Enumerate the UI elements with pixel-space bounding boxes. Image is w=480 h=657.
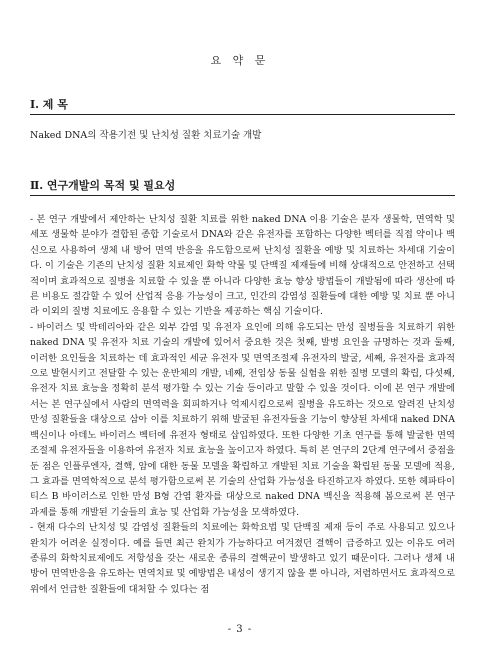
paragraph: - 바이러스 및 박테리아와 같은 외부 감염 및 유전자 요인에 의해 유도되는 만성 질병들을 치료하기 위한 naked DNA 및 유전자 치료 기술의 개발에 있어서 중요한 것은 첫째, 발병 요인을 규명하는 것과 둘째, 이러한 요인들을 치료하는 데 효과적인 세균 유전자 및 면역조절제 유전자의 발굴, 세째, 유전자를 효과적으로 발현시키고 전달할 수 있는 운반체의 개발, 네째, 전임상 동물 실험을 위한 질병 모델의 확립, 다섯째, 유전자 치료 효능을 정확히 분석 평가할 수 있는 기술 등이라고 말할 수 있을 것이다. 이에 본 연구 개발에서는 본 연구실에서 사람의 면역력을 회피하거나 억제시킴으로써 질병을 유도하는 것으로 알려진 난치성 만성 질환들을 대상으로 삼아 이를 치료하기 위해 발굴된 유전자들을 기능이 향상된 차세대 naked DNA 백신이나 아데노 바이러스 벡터에 유전자 형태로 삽입하였다. 또한 다양한 기초 연구를 통해 발굴한 면역 조절제 유전자들을 이용하여 유전자 치료 효능을 높이고자 하였다. 특히 본 연구의 2단계 연구에서 중점을 둔 점은 인플루엔자, 결핵, 암에 대한 동물 모델을 확립하고 개발된 치료 기술을 확립된 동물 모델에 적용, 그 효과를 면역학적으로 분석 평가함으로써 본 기술의 산업화 가능성을 타진하고자 하였다. 또한 헤파타이티스 B 바이러스로 인한 만성 B형 간염 환자를 대상으로 naked DNA 백신을 적용해 봄으로써 본 연구 과제를 통해 개발된 기술들의 효능 및 산업화 가능성을 모색하였다.: [30, 321, 455, 518]
paragraph: - 현재 다수의 난치성 및 감염성 질환들의 치료에는 화학요법 및 단백질 제재 등이 주로 사용되고 있으나 완치가 어려운 실정이다. 예를 들면 최근 완치가 가능하다고 여겨졌던 결핵이 급증하고 있는 이유도 여러 종류의 화학치료제에도 저항성을 갖는 새로운 종류의 결핵균이 발생하고 있기 때문이다. 그러나 생체 내 방어 면역반응을 유도하는 면역치료 및 예방법은 내성이 생기지 않을 뿐 아니라, 저렴하면서도 효과적으로 위에서 언급한 질환들에 대처할 수 있다는 점: [30, 522, 455, 595]
paragraph: - 본 연구 개발에서 제안하는 난치성 질환 치료를 위한 naked DNA 이용 기술은 분자 생물학, 면역학 및 세포 생물학 분야가 결합된 종합 기술로서 DNA와 같은 유전자를 포함하는 다양한 벡터를 직접 약이나 백신으로 사용하여 생체 내 방어 면역 반응을 유도함으로써 난치성 질환을 예방 및 치료하는 차세대 기술이다. 이 기술은 기존의 난치성 질환 치료제인 화학 약물 및 단백질 제재들에 비해 상대적으로 안전하고 선택적이며 효과적으로 질병을 치료할 수 있을 뿐 아니라 다양한 효능 향상 방법들이 개발됨에 따라 생산에 따른 비용도 절감할 수 있어 산업적 응용 가능성이 크고, 인간의 감염성 질환들에 대한 예방 및 치료 뿐 아니라 이외의 질병 치료에도 응용할 수 있는 기반을 제공하는 핵심 기술이다.: [30, 214, 455, 318]
section-2-rule: [30, 195, 455, 196]
section-2-heading: Ⅱ. 연구개발의 목적 및 필요성: [30, 179, 176, 192]
section-1-heading: Ⅰ. 제 목: [30, 98, 68, 111]
page-number: - 3 -: [227, 624, 253, 635]
summary-title: 요 약 문: [210, 54, 270, 67]
section-2-body: [30, 212, 455, 597]
section-1-rule: [30, 114, 455, 115]
project-title: Naked DNA의 작용기전 및 난치성 질환 치료기술 개발: [30, 130, 262, 141]
